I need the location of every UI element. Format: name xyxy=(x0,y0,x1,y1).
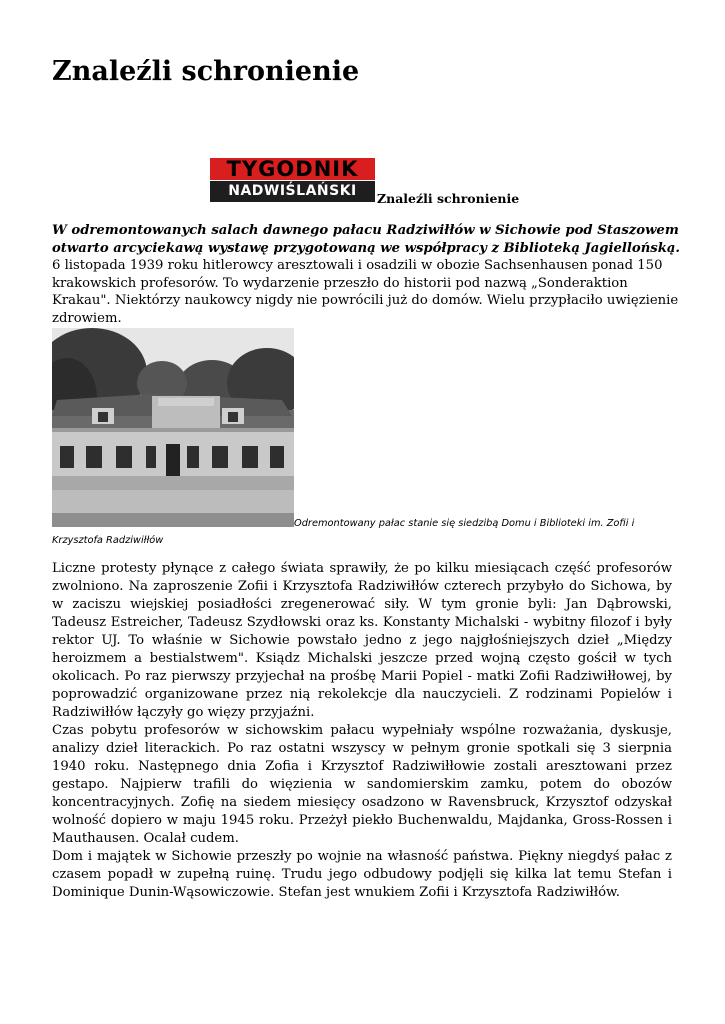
page-title: Znaleźli schronienie xyxy=(52,56,360,87)
palace-photo xyxy=(52,328,294,527)
lead-text: 6 listopada 1939 roku hitlerowcy aresztowali i osadzili w obozie Sachsenhausen ponad 150 krakowskich profesorów. To wydarzenie przeszło do historii pod nazwą „Sonderaktion Krakau". Niektórzy naukowcy nigdy nie powrócili już do domów. Wielu przypłaciło uwięzienie zdrowiem. xyxy=(52,258,679,326)
tygodnik-nadwislanski-logo xyxy=(210,158,375,204)
article-body xyxy=(52,560,672,902)
article-heading: Znaleźli schronienie xyxy=(377,191,520,206)
photo-caption: Odremontowany pałac stanie się siedzibą Domu i Biblioteki im. Zofii i Krzysztofa Radziwiłłów xyxy=(52,518,635,546)
body-paragraph: Dom i majątek w Sichowie przeszły po wojnie na własność państwa. Piękny niegdyś pałac z czasem popadł w zupełną ruinę. Trudu jego odbudowy podjęli się kilka lat temu Stefan i Dominique Dunin-Wąsowiczowie. Stefan jest wnukiem Zofii i Krzysztofa Radziwiłłów. xyxy=(52,849,672,900)
lead-paragraph xyxy=(52,222,682,328)
body-paragraph: Liczne protesty płynące z całego świata sprawiły, że po kilku miesiącach część profesorów zwolniono. Na zaproszenie Zofii i Krzysztofa Radziwiłłów czterech przybyło do Sichowa, by w zaciszu wiejskiej posiadłości zregenerować siły. W tym gronie byli: Jan Dąbrowski, Tadeusz Estreicher, Tadeusz Szydłowski oraz ks. Konstanty Michalski - wybitny filozof i były rektor UJ. To właśnie w Sichowie powstało jedno z jego najgłośniejszych dzieł „Między heroizmem a bestialstwem". Ksiądz Michalski jeszcze przed wojną często gościł w tych okolicach. Po raz pierwszy przyjechał na prośbę Marii Popiel - matki Zofii Radziwiłłowej, by poprowadzić organizowane przez nią rekolekcje dla nauczycieli. Z rodzinami Popielów i Radziwiłłów łączyły go więzy przyjaźni. xyxy=(52,561,672,720)
logo-line-1: TYGODNIK xyxy=(210,158,375,180)
photo-figure xyxy=(52,328,682,549)
body-paragraph: Czas pobytu profesorów w sichowskim pałacu wypełniały wspólne rozważania, dyskusje, analizy dzieł literackich. Po raz ostatni wszyscy w pełnym gronie spotkali się 3 sierpnia 1940 roku. Następnego dnia Zofia i Krzysztof Radziwiłłowie zostali aresztowani przez gestapo. Najpierw trafili do więzienia w sandomierskim zamku, potem do obozów koncentracyjnych. Zofię na siedem miesięcy osadzono w Ravensbruck, Krzysztof odzyskał wolność dopiero w maju 1945 roku. Przeżył piekło Buchenwaldu, Majdanka, Gross-Rossen i Mauthausen. Ocalał cudem. xyxy=(52,723,672,846)
logo-line-2: NADWIŚLAŃSKI xyxy=(210,181,375,202)
lead-intro: W odremontowanych salach dawnego pałacu Radziwiłłów w Sichowie pod Staszowem otwarto arcyciekawą wystawę przygotowaną we współpracy z Biblioteką Jagiellońską. xyxy=(52,223,680,256)
newspaper-header xyxy=(210,158,519,204)
